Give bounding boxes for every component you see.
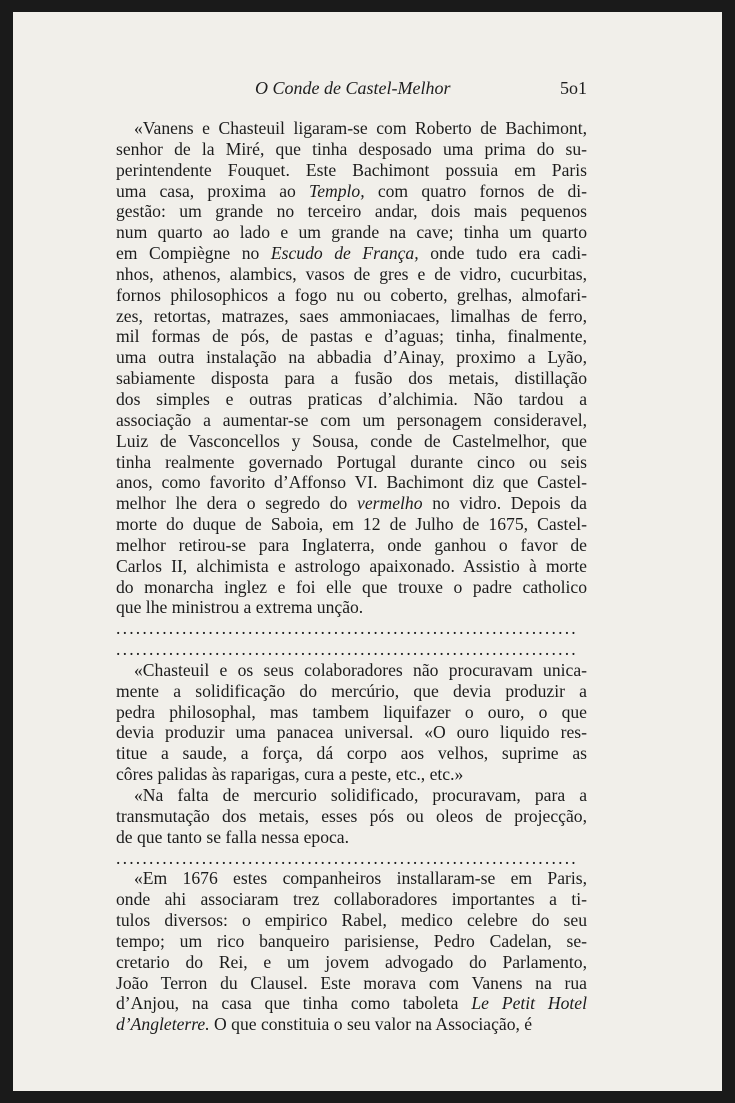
body-text [116,118,587,1035]
text-run: mente a solidificação do mercúrio, que devia produzir a [116,680,587,701]
text-run: onde ahi associaram trez collaboradores importantes a ti- [116,889,587,910]
text-line [116,264,587,285]
text-run: «Vanens e Chasteuil ligaram-se com Roberto de Bachimont, [134,118,587,138]
text-line [116,368,587,389]
text-line [116,201,587,222]
text-line [116,139,587,160]
text-run: tempo; um rico banqueiro parisiense, Pedro Cadelan, se- [116,930,587,951]
text-line [116,118,587,139]
text-line [116,577,587,598]
text-line [116,785,587,806]
text-run: com quatro fornos de di- [364,180,587,201]
text-line [116,160,587,181]
text-line [116,181,587,202]
text-line [116,910,587,931]
text-run: Luiz de Vasconcellos y Sousa, conde de Castelmelhor, que [116,430,587,451]
text-run: zes, retortas, matrazes, saes ammoniacaes, limalhas de ferro, [116,305,587,326]
text-run: O que constituia o seu valor na Associação, é [209,1014,533,1035]
text-line [116,326,587,347]
text-run: em Compiègne no [116,243,271,264]
text-run: melhor retirou-se para Inglaterra, onde ganhou o favor de [116,534,587,555]
text-run: devia produzir uma panacea universal. «O ouro liquido res- [116,722,587,743]
text-line [116,806,587,827]
text-run: onde tudo era cadi- [418,243,587,264]
text-line [116,889,587,910]
text-line [116,410,587,431]
text-run: morte do duque de Saboia, em 12 de Julho de 1675, Castel- [116,514,587,535]
text-run: João Terron du Clausel. Este morava com Vanens na rua [116,972,587,993]
text-run: senhor de la Miré, que tinha desposado uma prima do su- [116,138,587,159]
text-line [116,722,587,743]
text-run: côres palidas às raparigas, cura a peste, etc., etc.» [116,764,464,785]
italic-text: vermelho [357,493,423,514]
paragraph [116,118,587,618]
text-run: fornos philosophicos a fogo nu ou coberto, grelhas, almofari- [116,284,587,305]
text-line [116,743,587,764]
text-line [116,431,587,452]
book-page [13,12,722,1091]
ellipsis-separator: ...................................................................... [116,847,578,868]
text-line [116,472,587,493]
text-line [116,243,587,264]
text-line [116,347,587,368]
text-line [116,535,587,556]
paragraph [116,660,587,785]
text-line [116,285,587,306]
text-run: pedra philosophal, mas tambem liquifazer o ouro, o que [116,701,587,722]
ellipsis-separator: ...................................................................... [116,618,578,639]
text-run: melhor lhe dera o segredo do [116,493,358,514]
text-run: gestão: um grande no terceiro andar, dois mais pequenos [116,201,587,222]
text-line [116,660,587,681]
page-header [13,78,722,108]
page-number: 5o1 [560,78,587,98]
text-line [116,973,587,994]
text-run: perintendente Fouquet. Este Bachimont possuia em Paris [116,159,587,180]
text-run: mil formas de pós, de pastas e d’aguas; tinha, finalmente, [116,326,587,347]
text-run: anos, como favorito d’Affonso VI. Bachimont diz que Castel- [116,472,587,493]
text-run: cretario do Rei, e um jovem advogado do Parlamento, [116,951,587,972]
text-line [116,931,587,952]
text-run: «Em 1676 estes companheiros installaram-se em Paris, [134,868,587,889]
text-line [116,681,587,702]
text-run: Carlos II, alchimista e astrologo apaixonado. Assistio à morte [116,555,587,576]
text-run: dos simples e outras praticas d’alchimia. Não tardou a [116,388,587,409]
text-line [116,597,587,618]
text-run: do monarcha inglez e foi elle que trouxe o padre catholico [116,576,587,597]
text-line [116,306,587,327]
text-line [116,764,587,785]
text-line [116,868,587,889]
text-run: associação a aumentar-se com um personagem consideravel, [116,409,587,430]
text-run: uma outra instalação na abbadia d’Ainay, proximo a Lyão, [116,347,587,368]
text-run: nhos, athenos, alambics, vasos de gres e de vidro, cucurbitas, [116,263,587,284]
running-title: O Conde de Castel-Melhor [255,78,451,98]
paragraph [116,868,587,1035]
text-run: que lhe ministrou a extrema unção. [116,597,364,618]
text-run: transmutação dos metais, esses pós ou oleos de projecção, [116,805,587,826]
text-run: tulos diversos: o empirico Rabel, medico celebre do seu [116,910,587,931]
text-run: num quarto ao lado e um grande na cave; tinha um quarto [116,222,587,243]
text-line [116,556,587,577]
text-run: no vidro. Depois da [422,493,587,514]
text-line [116,222,587,243]
text-line [116,993,587,1014]
text-line [116,1014,587,1035]
text-line [116,389,587,410]
paragraph [116,785,587,848]
text-run: d’Anjou, na casa que tinha como taboleta [116,993,472,1014]
text-line [116,493,587,514]
italic-text: Le Petit Hotel [471,993,587,1014]
text-run: tinha realmente governado Portugal durante cinco ou seis [116,451,587,472]
italic-text: d’Angleterre. [116,1014,210,1035]
text-run: titue a saude, a força, dá corpo aos velhos, suprime as [116,743,587,764]
text-run: uma casa, proxima ao [116,180,310,201]
text-line [116,452,587,473]
text-line [116,827,587,848]
text-line [116,702,587,723]
text-run: de que tanto se falla nessa epoca. [116,826,350,847]
italic-text: Templo, [309,180,365,201]
ellipsis-separator: ...................................................................... [116,639,578,660]
text-run: «Na falta de mercurio solidificado, procuravam, para a [134,785,587,805]
italic-text: Escudo de França, [270,243,419,264]
text-run: «Chasteuil e os seus colaboradores não procuravam unica- [134,659,587,680]
text-line [116,514,587,535]
text-run: sabiamente disposta para a fusão dos metais, distillação [116,368,587,389]
text-line [116,952,587,973]
